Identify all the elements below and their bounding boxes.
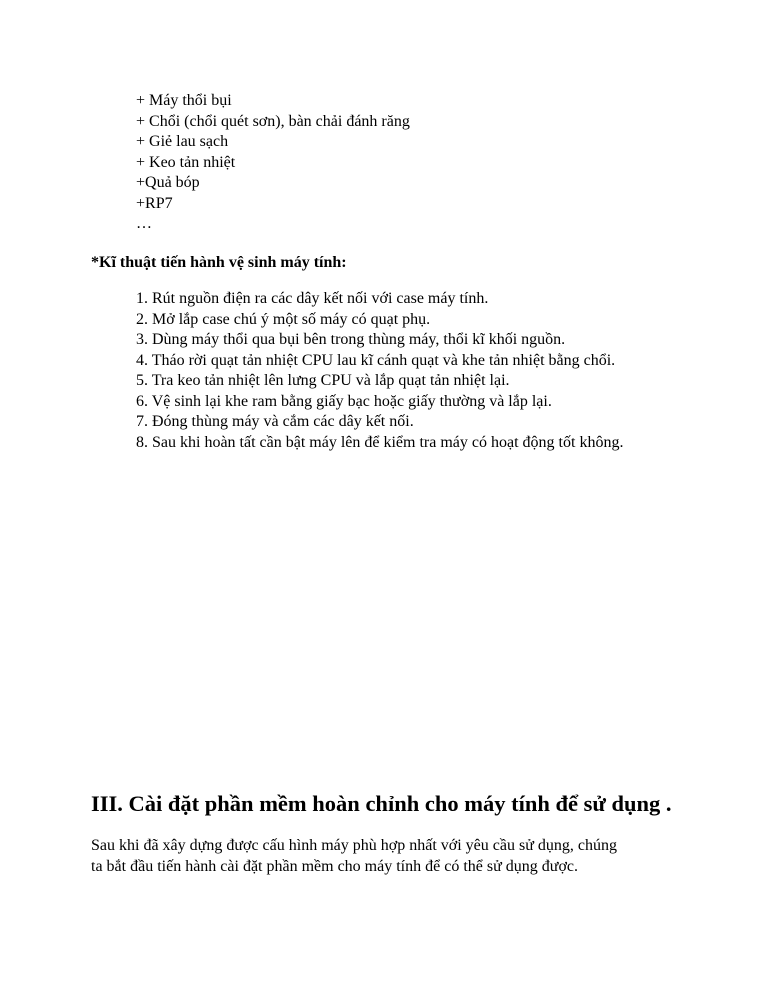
tool-item: +Quả bóp [136, 174, 200, 191]
section-body-line: ta bắt đầu tiến hành cài đặt phần mềm cho máy tính để có thể sử dụng được. [91, 858, 578, 875]
technique-steps-list [136, 289, 623, 453]
tool-item: + Giẻ lau sạch [136, 133, 229, 150]
step-item: 8. Sau khi hoàn tất cần bật máy lên để kiểm tra máy có hoạt động tốt không. [136, 433, 624, 451]
tool-item: + Máy thổi bụi [136, 92, 232, 109]
tool-item: +RP7 [136, 194, 173, 212]
step-item: 4. Tháo rời quạt tản nhiệt CPU lau kĩ cánh quạt và khe tản nhiệt bằng chổi. [136, 351, 616, 369]
section-body [91, 835, 691, 877]
step-item: 6. Vệ sinh lại khe ram bằng giấy bạc hoặc giấy thường và lắp lại. [136, 392, 552, 410]
step-item: 2. Mở lắp case chú ý một số máy có quạt phụ. [136, 310, 431, 328]
section-body-line: Sau khi đã xây dựng được cấu hình máy phù hợp nhất với yêu cầu sử dụng, chúng [91, 837, 617, 854]
tool-item-ellipsis: … [136, 215, 152, 232]
tool-item: + Keo tản nhiệt [136, 153, 236, 171]
step-item: 5. Tra keo tản nhiệt lên lưng CPU và lắp quạt tản nhiệt lại. [136, 372, 510, 389]
section-title: III. Cài đặt phần mềm hoàn chỉnh cho máy tính để sử dụng . [91, 791, 672, 816]
step-item: 7. Đóng thùng máy và cắm các dây kết nối. [136, 413, 414, 430]
step-item: 1. Rút nguồn điện ra các dây kết nối với case máy tính. [136, 290, 489, 307]
step-item: 3. Dùng máy thổi qua bụi bên trong thùng máy, thổi kĩ khối nguồn. [136, 331, 566, 348]
tool-item: + Chổi (chổi quét sơn), bàn chải đánh răng [136, 112, 410, 130]
technique-heading: *Kĩ thuật tiến hành vệ sinh máy tính: [91, 254, 347, 271]
tools-list [136, 91, 410, 235]
